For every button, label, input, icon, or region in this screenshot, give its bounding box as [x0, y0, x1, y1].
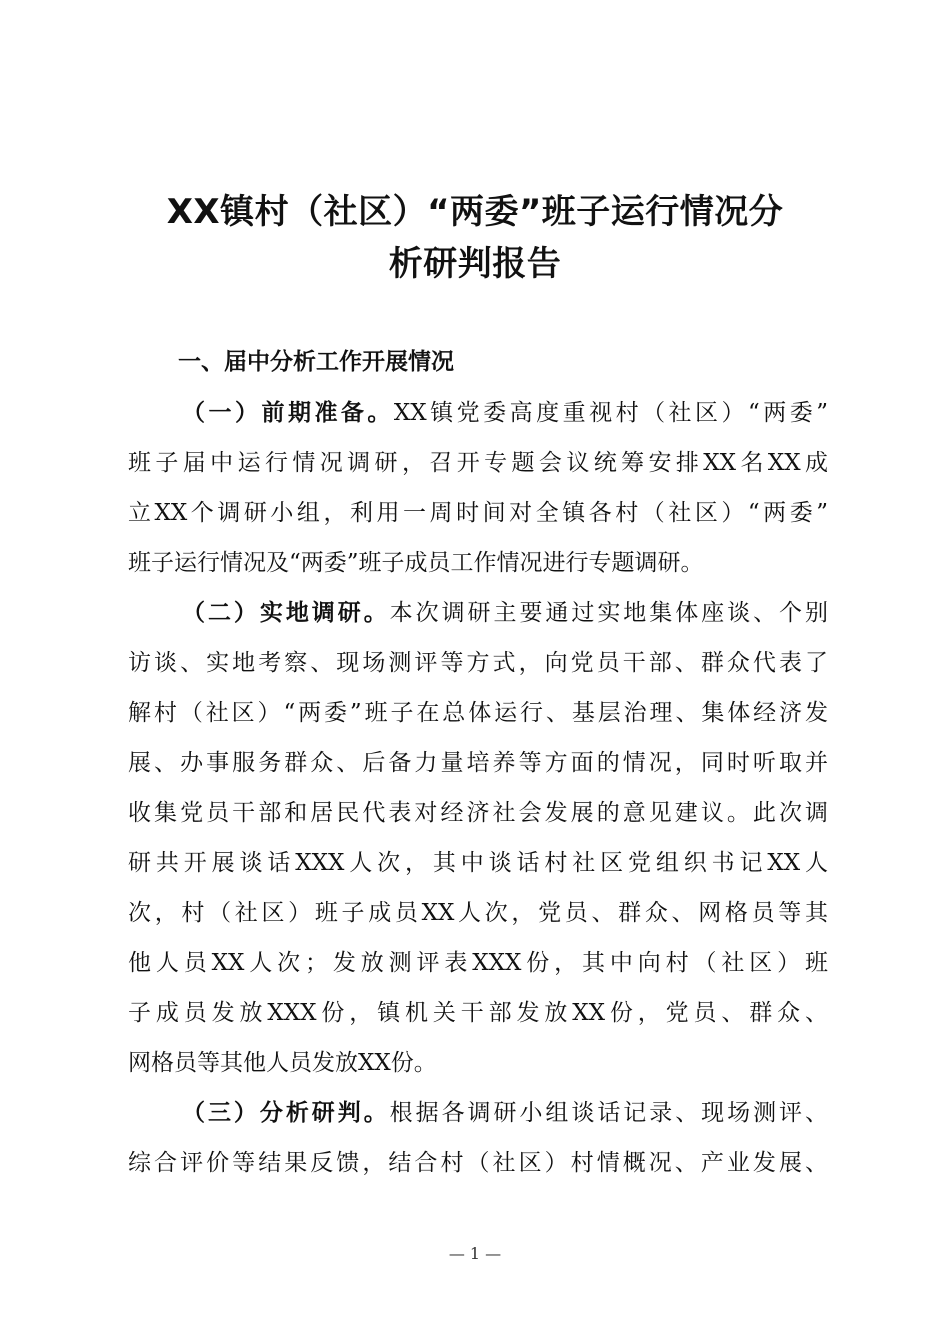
paragraph-line: 次，村（社区）班子成员XX人次，党员、群众、网格员等其 [128, 900, 828, 926]
paragraph-line: 研共开展谈话XXX人次，其中谈话村社区党组织书记XX人 [128, 850, 828, 876]
title-line-2: 析研判报告 [388, 244, 562, 284]
paragraph-line: 展、办事服务群众、后备力量培养等方面的情况，同时听取并 [128, 750, 828, 776]
paragraph-line: （二）实地调研。本次调研主要通过实地集体座谈、个别 [182, 600, 829, 626]
paragraph-line: 班子届中运行情况调研，召开专题会议统筹安排XX名XX成 [128, 450, 828, 476]
paragraph-line: 班子运行情况及“两委”班子成员工作情况进行专题调研。 [128, 550, 704, 576]
paragraph-line: （一）前期准备。XX镇党委高度重视村（社区）“两委” [182, 400, 829, 426]
paragraph-line: 访谈、实地考察、现场测评等方式，向党员干部、群众代表了 [128, 650, 828, 676]
paragraph-analysis [128, 1088, 828, 1188]
paragraph-label: （三）分析研判。 [182, 1100, 390, 1126]
paragraph-line: 解村（社区）“两委”班子在总体运行、基层治理、集体经济发 [128, 700, 828, 726]
paragraph-label: （二）实地调研。 [182, 600, 390, 626]
paragraph-line: 子成员发放XXX份，镇机关干部发放XX份，党员、群众、 [128, 1000, 828, 1026]
paragraph-line: （三）分析研判。根据各调研小组谈话记录、现场测评、 [182, 1100, 829, 1126]
paragraph-line: 立XX个调研小组，利用一周时间对全镇各村（社区）“两委” [128, 500, 828, 526]
document-title [110, 186, 840, 290]
paragraph-label: （一）前期准备。 [182, 400, 394, 426]
paragraph-field-research [128, 588, 828, 1088]
paragraph-line: 综合评价等结果反馈，结合村（社区）村情概况、产业发展、 [128, 1150, 828, 1176]
paragraph-preparation [128, 388, 828, 588]
section-heading: 一、届中分析工作开展情况 [178, 349, 454, 375]
paragraph-line: 网格员等其他人员发放XX份。 [128, 1050, 437, 1076]
paragraph-line: 收集党员干部和居民代表对经济社会发展的意见建议。此次调 [128, 800, 828, 826]
page-number: — 1 — [448, 1244, 502, 1263]
paragraph-line: 他人员XX人次；发放测评表XXX份，其中向村（社区）班 [128, 950, 828, 976]
title-line-1: XX镇村（社区）“两委”班子运行情况分 [166, 192, 784, 232]
